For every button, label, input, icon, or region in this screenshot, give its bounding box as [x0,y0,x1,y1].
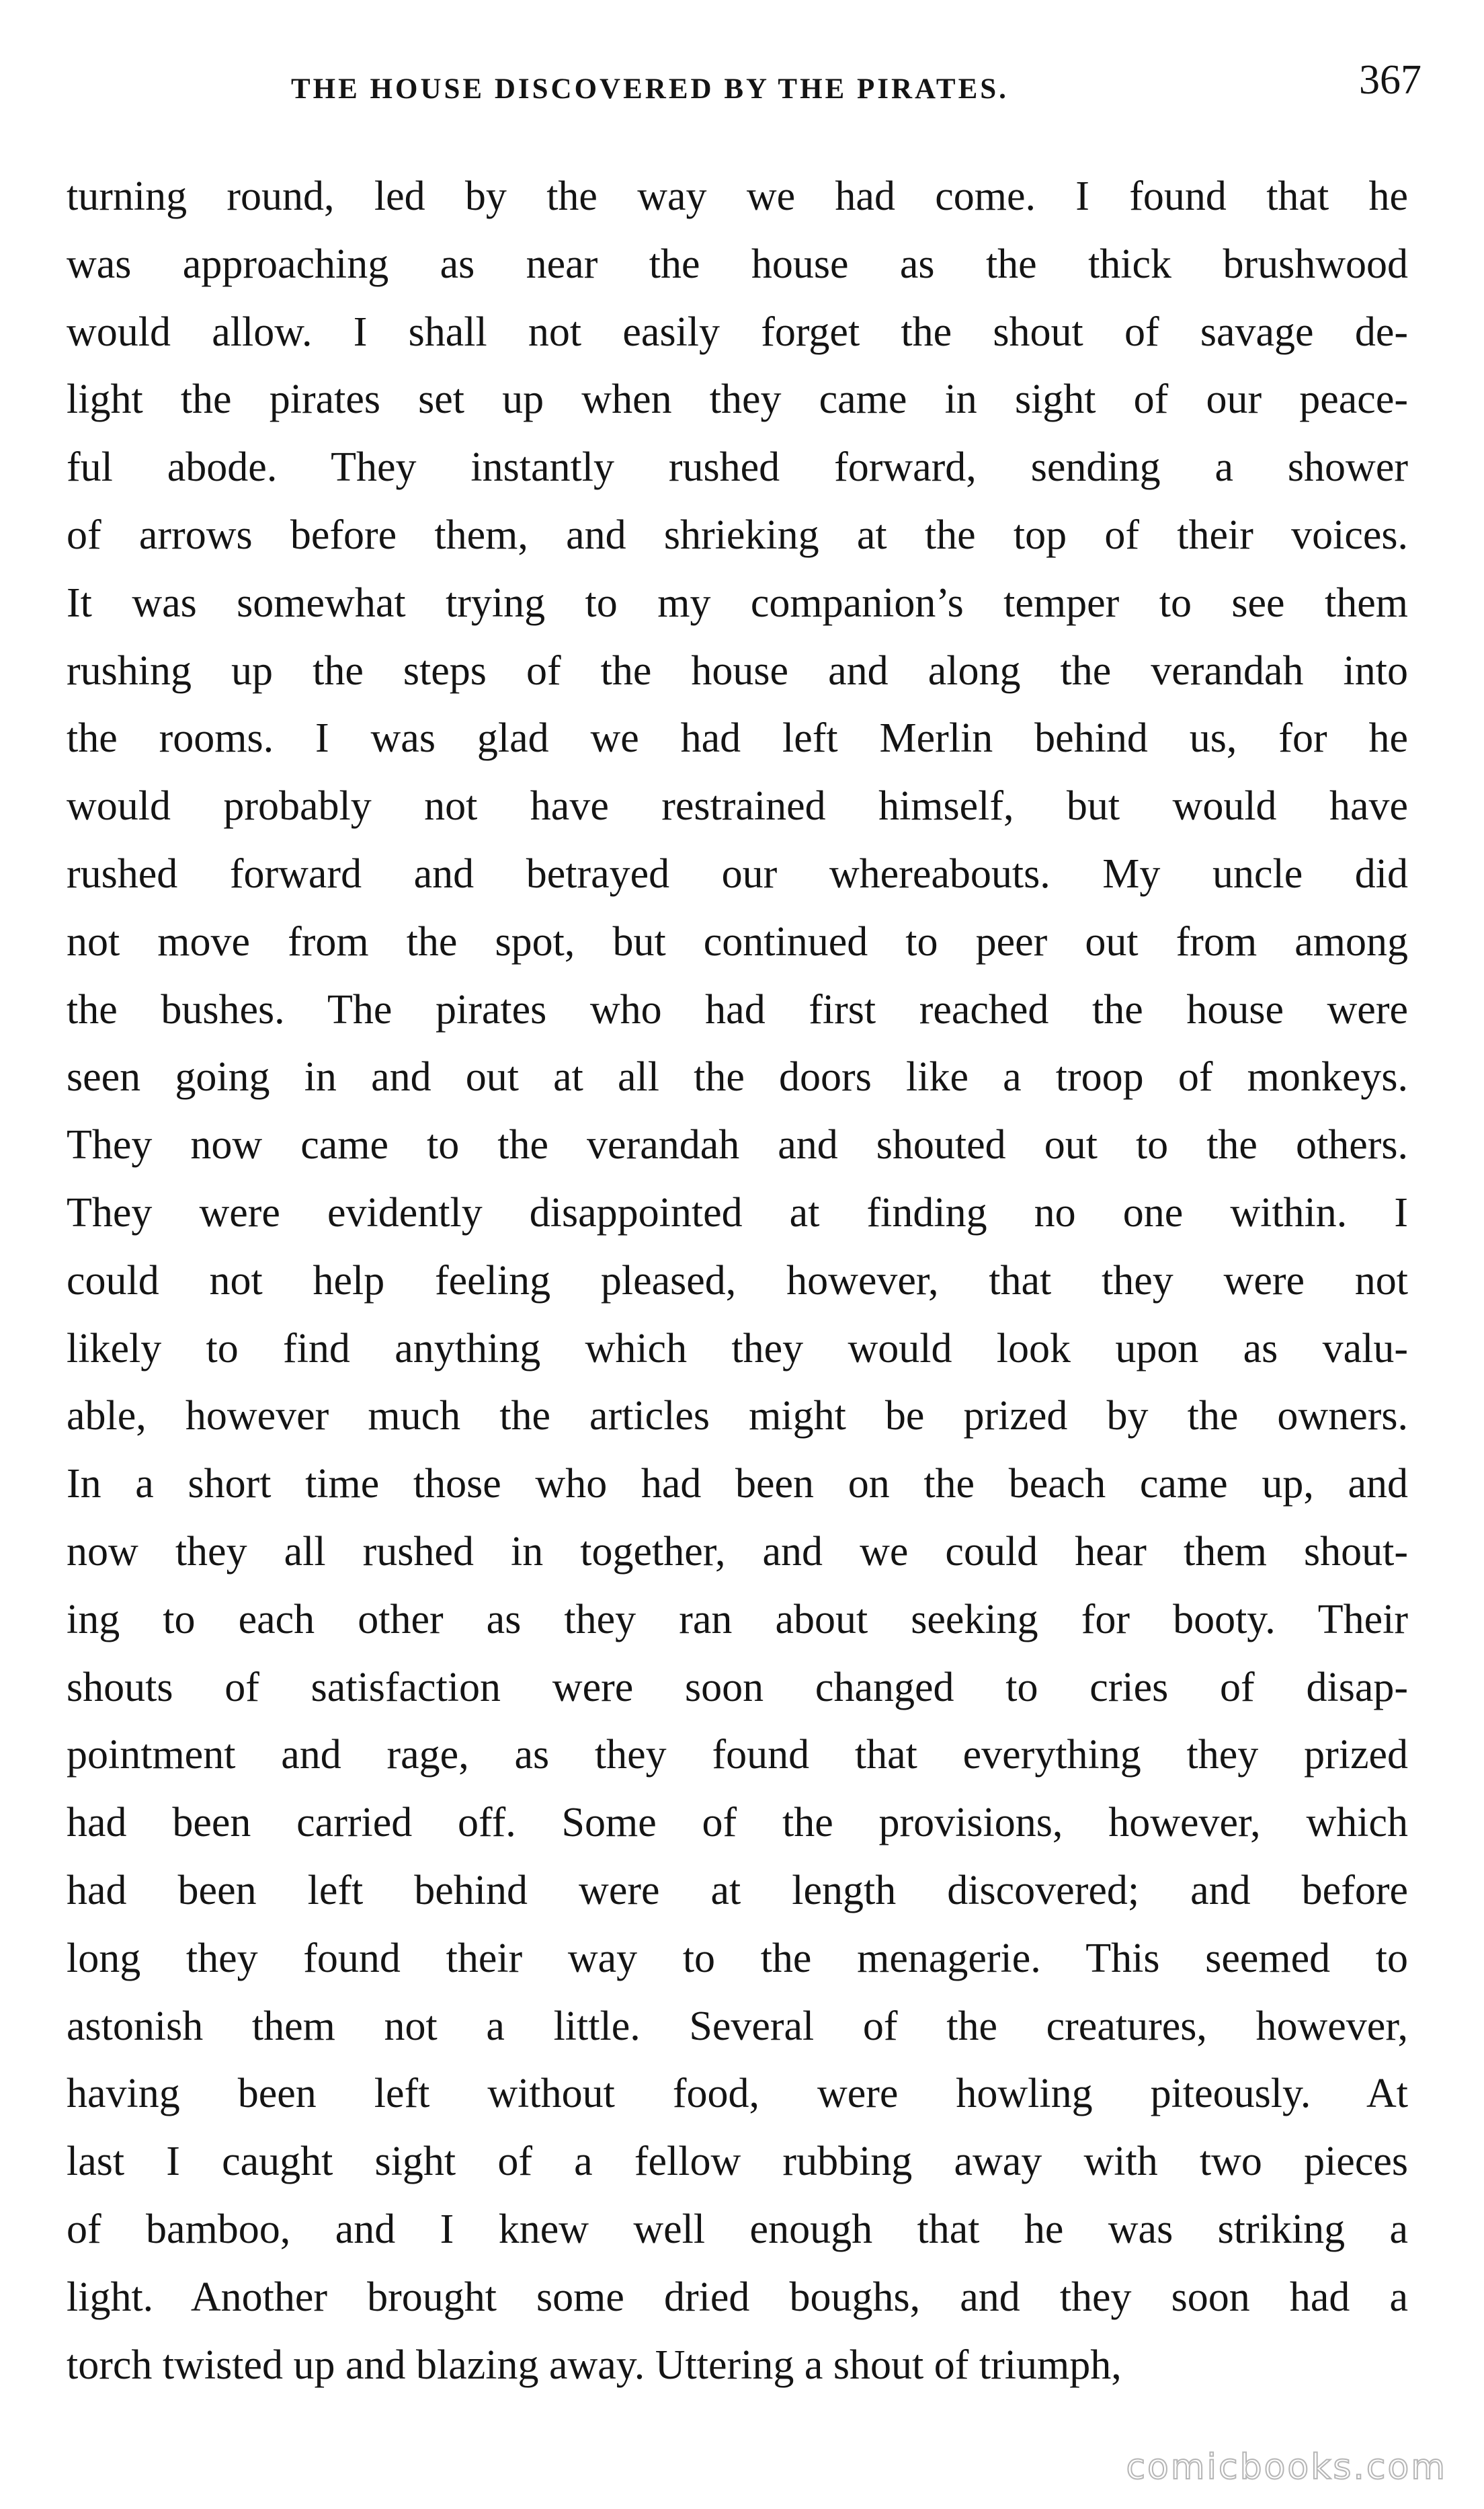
text-line: would allow. I shall not easily forget the shout of savage de- [67,309,1408,355]
text-line: shouts of satisfaction were soon changed to cries of disap- [67,1664,1408,1710]
body-text [67,163,1408,2399]
text-line: having been left without food, were howling piteously. At [67,2071,1408,2117]
text-line: ful abode. They instantly rushed forward, sending a shower [67,444,1408,491]
text-line: had been carried off. Some of the provisions, however, which [67,1800,1408,1846]
text-line: pointment and rage, as they found that everything they prized [67,1732,1408,1778]
text-line: rushing up the steps of the house and along the verandah into [67,647,1408,694]
text-line: of bamboo, and I knew well enough that he was striking a [67,2206,1408,2252]
text-line: torch twisted up and blazing away. Uttering a shout of triumph, [67,2342,1122,2388]
text-line: was approaching as near the house as the thick brushwood [67,241,1408,287]
text-line: ing to each other as they ran about seeking for booty. Their [67,1596,1408,1642]
text-line: They were evidently disappointed at finding no one within. I [67,1189,1408,1236]
text-line: In a short time those who had been on the beach came up, and [67,1461,1408,1507]
text-line: able, however much the articles might be prized by the owners. [67,1393,1408,1439]
text-line: light the pirates set up when they came in sight of our peace- [67,376,1408,423]
text-line: would probably not have restrained himself, but would have [67,783,1408,830]
text-line: not move from the spot, but continued to peer out from among [67,918,1408,965]
page-number: 367 [1359,57,1421,103]
text-line: now they all rushed in together, and we could hear them shout- [67,1528,1408,1575]
watermark: comicbooks.com [1126,2447,1447,2487]
text-line: could not help feeling pleased, however, that they were not [67,1257,1408,1304]
text-line: the bushes. The pirates who had first reached the house were [67,986,1408,1033]
text-line: likely to find anything which they would look upon as valu- [67,1325,1408,1371]
text-line: rushed forward and betrayed our whereabouts. My uncle did [67,850,1408,897]
text-line: had been left behind were at length discovered; and before [67,1867,1408,1913]
running-head: THE HOUSE DISCOVERED BY THE PIRATES. [291,73,1009,105]
text-line: last I caught sight of a fellow rubbing away with two pieces [67,2139,1408,2185]
text-line: long they found their way to the menagerie. This seemed to [67,1935,1408,1981]
text-line: They now came to the verandah and shouted out to the others. [67,1122,1408,1168]
text-line: turning round, led by the way we had come. I found that he [67,173,1408,219]
text-line: of arrows before them, and shrieking at the top of their voices. [67,512,1408,558]
text-line: the rooms. I was glad we had left Merlin behind us, for he [67,715,1408,762]
text-line: astonish them not a little. Several of the creatures, however, [67,2003,1408,2049]
text-line: seen going in and out at all the doors like a troop of monkeys. [67,1054,1408,1101]
text-line: It was somewhat trying to my companion’s temper to see them [67,580,1408,626]
text-line: light. Another brought some dried boughs, and they soon had a [67,2274,1408,2320]
